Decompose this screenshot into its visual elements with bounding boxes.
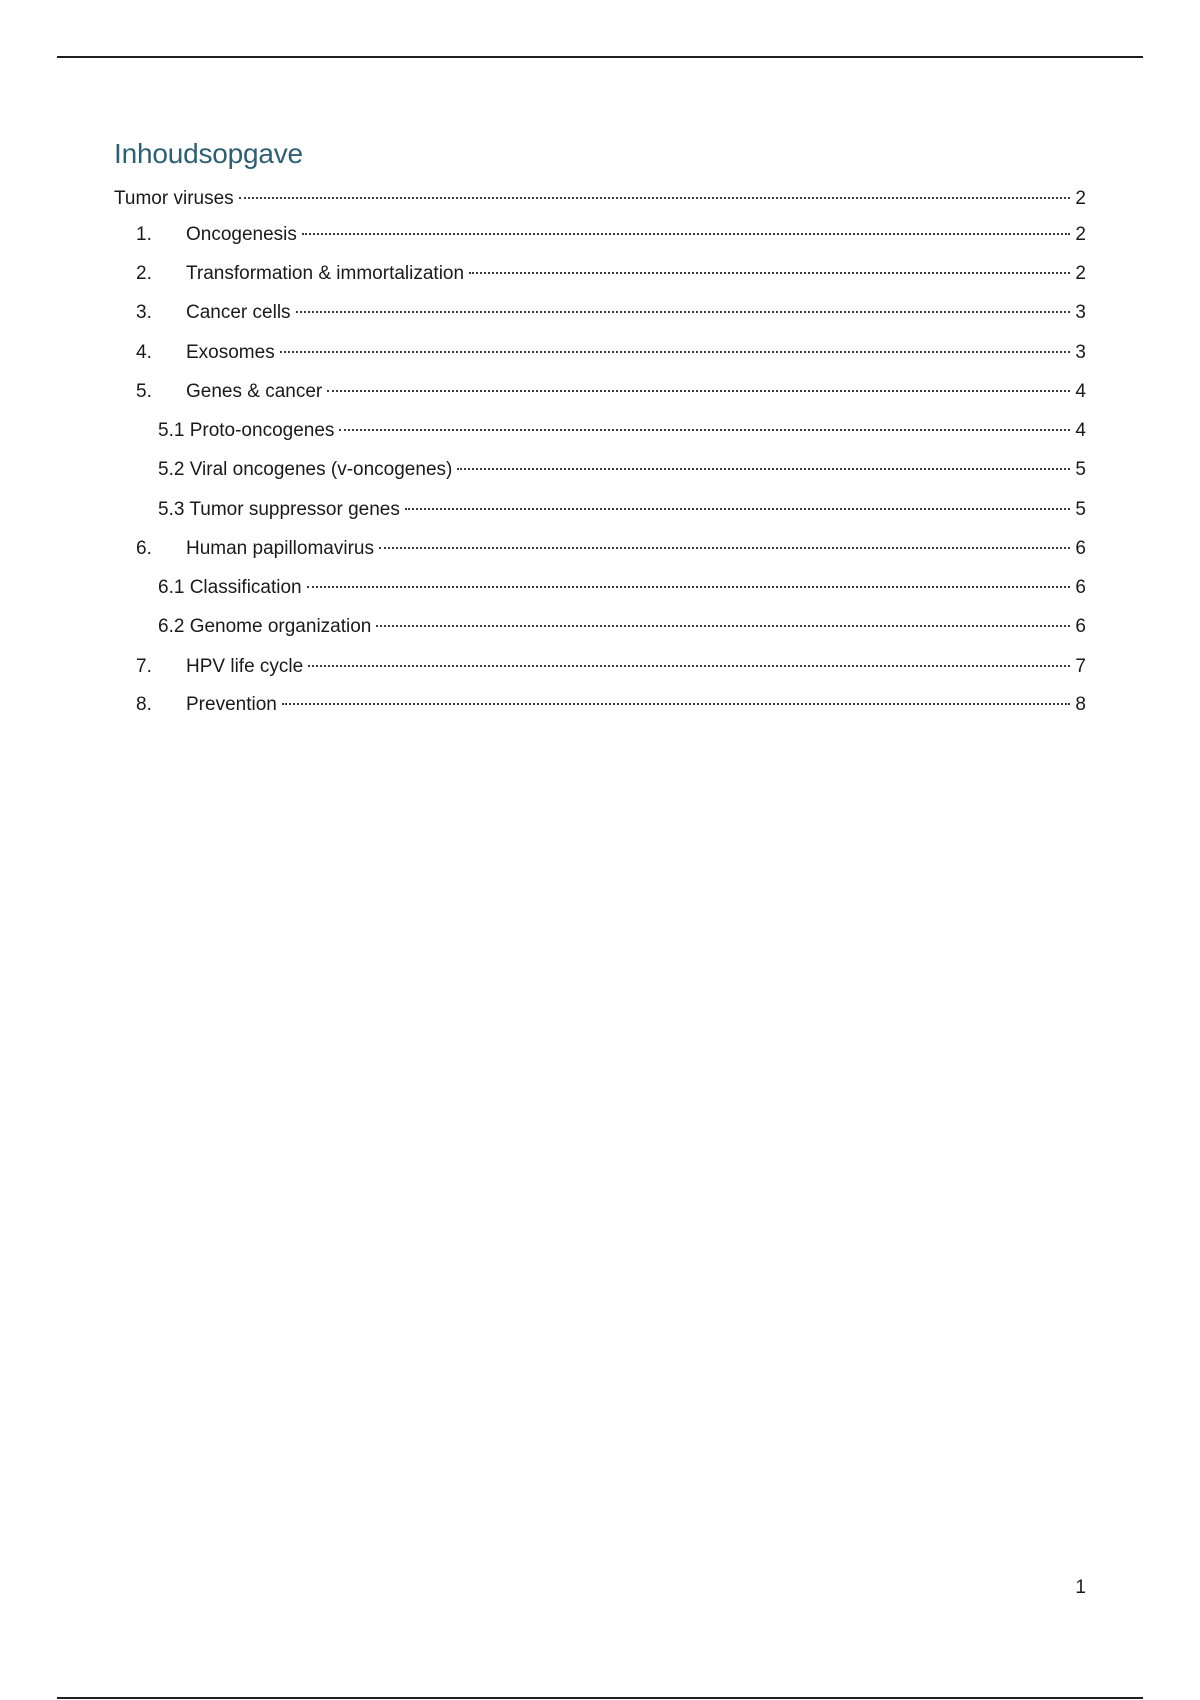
toc-entry-title: Tumor viruses (114, 188, 234, 209)
page-number: 1 (1075, 1577, 1086, 1598)
toc-entry-transformation[interactable] (136, 255, 1086, 286)
toc-entry-page: 6 (1075, 577, 1086, 598)
toc-entry-cancer-cells[interactable] (136, 294, 1086, 325)
toc-entry-number: 3. (136, 302, 152, 323)
toc-entry-page: 5 (1075, 499, 1086, 520)
toc-entry-number: 8. (136, 694, 152, 715)
toc-dot-leader (280, 334, 1070, 358)
toc-dot-leader (469, 255, 1070, 279)
toc-entry-page: 6 (1075, 538, 1086, 559)
toc-entry-genes-cancer[interactable] (136, 373, 1086, 404)
toc-entry-title: HPV life cycle (186, 656, 304, 677)
toc-dot-leader (296, 294, 1070, 318)
toc-dot-leader (339, 412, 1070, 436)
toc-entry-genome-organization[interactable] (158, 608, 1086, 639)
toc-entry-page: 2 (1075, 188, 1086, 209)
toc-entry-title: 5.2 Viral oncogenes (v-oncogenes) (158, 459, 453, 480)
toc-entry-human-papillomavirus[interactable] (136, 530, 1086, 561)
toc-entry-number: 7. (136, 656, 152, 677)
toc-entry-number: 6. (136, 538, 152, 559)
toc-dot-leader (282, 686, 1070, 710)
toc-heading: Inhoudsopgave (114, 138, 303, 169)
toc-entry-number: 5. (136, 381, 152, 402)
toc-entry-title: Cancer cells (186, 302, 291, 323)
toc-entry-title: 5.1 Proto-oncogenes (158, 420, 335, 441)
toc-dot-leader (457, 451, 1070, 475)
toc-entry-number: 4. (136, 342, 152, 363)
toc-entry-page: 8 (1075, 694, 1086, 715)
toc-entry-number: 2. (136, 263, 152, 284)
toc-entry-page: 5 (1075, 459, 1086, 480)
toc-entry-page: 2 (1075, 263, 1086, 284)
toc-entry-prevention[interactable] (136, 686, 1086, 717)
toc-entry-title: 5.3 Tumor suppressor genes (158, 499, 400, 520)
toc-entry-page: 2 (1075, 224, 1086, 245)
toc-entry-page: 3 (1075, 302, 1086, 323)
toc-entry-title: Exosomes (186, 342, 275, 363)
toc-entry-title: Genes & cancer (186, 381, 323, 402)
toc-entry-exosomes[interactable] (136, 334, 1086, 365)
header-rule (57, 56, 1143, 58)
toc-entry-tumor-viruses[interactable] (114, 180, 1086, 211)
toc-dot-leader (308, 648, 1070, 672)
toc-entry-classification[interactable] (158, 569, 1086, 600)
toc-entry-number: 1. (136, 224, 152, 245)
toc-entry-proto-oncogenes[interactable] (158, 412, 1086, 443)
toc-entry-title: Prevention (186, 694, 277, 715)
toc-entry-viral-oncogenes[interactable] (158, 451, 1086, 482)
toc-entry-hpv-life-cycle[interactable] (136, 648, 1086, 679)
toc-entry-title: Transformation & immortalization (186, 263, 465, 284)
toc-entry-title: 6.1 Classification (158, 577, 302, 598)
toc-dot-leader (405, 491, 1070, 515)
toc-dot-leader (307, 569, 1070, 593)
toc-entry-title: 6.2 Genome organization (158, 616, 372, 637)
footer-rule (57, 1697, 1143, 1699)
toc-dot-leader (302, 216, 1070, 240)
toc-dot-leader (327, 373, 1070, 397)
toc-entry-oncogenesis[interactable] (136, 216, 1086, 247)
toc-entry-page: 4 (1075, 420, 1086, 441)
toc-entry-title: Human papillomavirus (186, 538, 374, 559)
toc-entry-title: Oncogenesis (186, 224, 297, 245)
toc-dot-leader (376, 608, 1070, 632)
toc-entry-page: 4 (1075, 381, 1086, 402)
toc-dot-leader (239, 180, 1070, 204)
toc-entry-page: 6 (1075, 616, 1086, 637)
toc-entry-tumor-suppressor-genes[interactable] (158, 491, 1086, 522)
toc-dot-leader (379, 530, 1070, 554)
toc-entry-page: 7 (1075, 656, 1086, 677)
toc-entry-page: 3 (1075, 342, 1086, 363)
